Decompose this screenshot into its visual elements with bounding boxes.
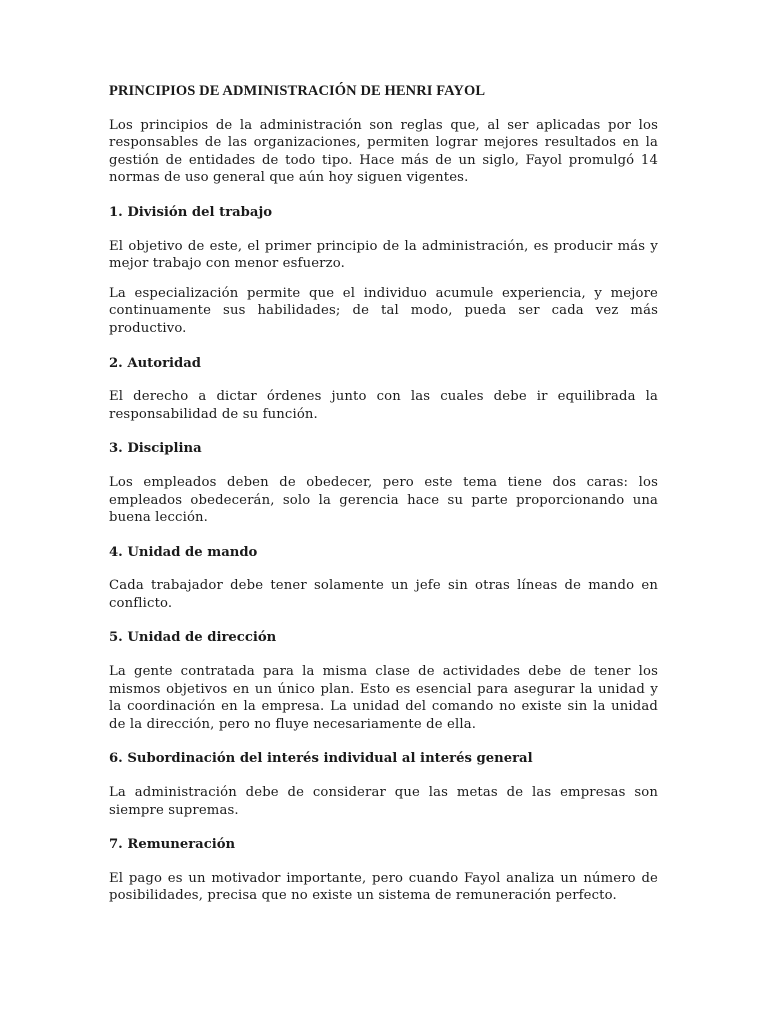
section-heading: 5. Unidad de dirección <box>109 630 277 646</box>
section-paragraph: El objetivo de este, el primer principio de la administración, es producir más y mejor trabajo con menor esfuerzo. <box>109 238 658 272</box>
intro-paragraph: Los principios de la administración son reglas que, al ser aplicadas por los responsables de las organizaciones, permiten lograr mejores resultados en la gestión de entidades de todo tipo. Hace más de un siglo, Fayol promulgó 14 normas de uso general que aún hoy siguen vigentes. <box>109 117 658 186</box>
section-heading: 3. Disciplina <box>109 441 202 457</box>
section-heading: 1. División del trabajo <box>109 204 273 220</box>
section-paragraph: El derecho a dictar órdenes junto con las cuales debe ir equilibrada la responsabilidad de su función. <box>109 389 658 422</box>
section-paragraph: Cada trabajador debe tener solamente un jefe sin otras líneas de mando en conflicto. <box>109 578 658 611</box>
section-paragraph: Los empleados deben de obedecer, pero este tema tiene dos caras: los empleados obedecerán, solo la gerencia hace su parte proporcionando una buena lección. <box>109 474 658 526</box>
section-heading: 2. Autoridad <box>109 355 202 371</box>
section-heading: 4. Unidad de mando <box>109 544 258 560</box>
section-paragraph: La especialización permite que el individuo acumule experiencia, y mejore continuamente sus habilidades; de tal modo, pueda ser cada vez más productivo. <box>109 285 658 336</box>
section-heading: 6. Subordinación del interés individual al interés general <box>109 751 533 767</box>
section-paragraph: La gente contratada para la misma clase de actividades debe de tener los mismos objetivos en un único plan. Esto es esencial para asegurar la unidad y la coordinación en la empresa. La unidad del comando no existe sin la unidad de la dirección, pero no fluye necesariamente de ella. <box>109 664 658 732</box>
section-heading: 7. Remuneración <box>109 837 236 853</box>
section-paragraph: La administración debe de considerar que las metas de las empresas son siempre supremas. <box>109 785 658 818</box>
section-paragraph: El pago es un motivador importante, pero cuando Fayol analiza un número de posibilidades, precisa que no existe un sistema de remuneración perfecto. <box>109 870 658 904</box>
document-page <box>109 83 658 905</box>
document-title: PRINCIPIOS DE ADMINISTRACIÓN DE HENRI FAYOL <box>109 83 486 99</box>
